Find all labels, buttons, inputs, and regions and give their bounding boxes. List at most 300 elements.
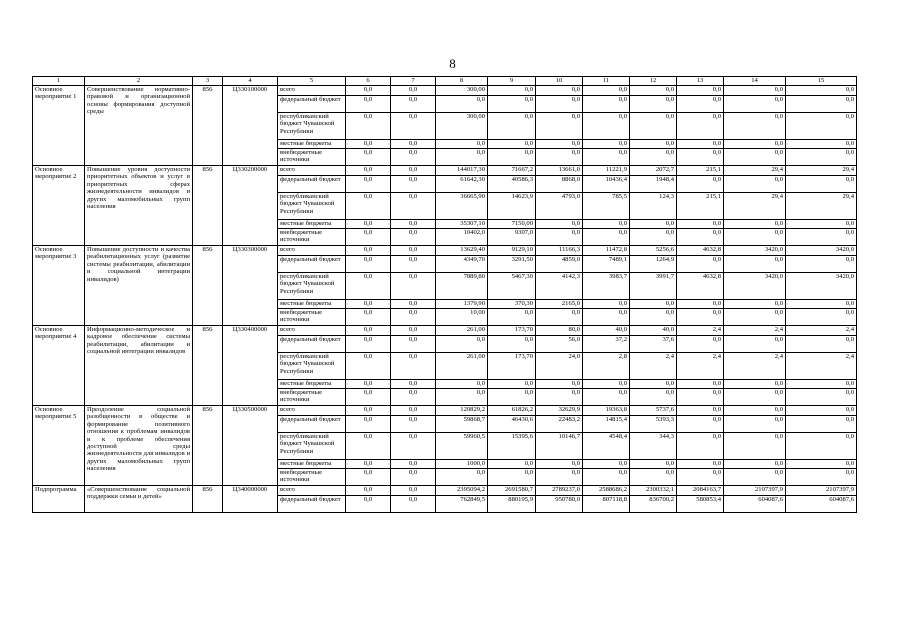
value-cell: 0,0 xyxy=(677,469,724,486)
value-cell: 0,0 xyxy=(536,96,583,113)
value-cell: 15395,6 xyxy=(488,433,536,460)
value-cell: 0,0 xyxy=(391,380,436,389)
value-cell: 3420,0 xyxy=(786,246,857,256)
value-cell: 0,0 xyxy=(724,336,786,353)
value-cell: 0,0 xyxy=(724,140,786,149)
measure-name: Повышение уровня доступности приоритетных объектов и услуг в приоритетных сферах жизнедеятельности инвалидов и других маломобильных групп населения xyxy=(85,166,193,246)
value-cell: 0,0 xyxy=(630,380,677,389)
funding-source: республиканский бюджет Чувашской Республики xyxy=(278,433,346,460)
value-cell: 29,4 xyxy=(724,193,786,220)
classification-code: Ц340000000 xyxy=(223,486,278,513)
value-cell: 0,0 xyxy=(391,149,436,166)
value-cell: 4632,8 xyxy=(677,246,724,256)
value-cell: 0,0 xyxy=(346,300,391,309)
value-cell: 0,0 xyxy=(488,460,536,469)
value-cell: 0,0 xyxy=(630,469,677,486)
value-cell: 3420,0 xyxy=(724,273,786,300)
column-header: 3 xyxy=(193,77,223,86)
value-cell: 0,0 xyxy=(786,113,857,140)
value-cell: 0,0 xyxy=(391,309,436,326)
value-cell: 0,0 xyxy=(583,469,630,486)
value-cell: 0,0 xyxy=(677,336,724,353)
classification-code: Ц330100000 xyxy=(223,86,278,166)
value-cell: 40,0 xyxy=(583,326,630,336)
value-cell: 0,0 xyxy=(391,273,436,300)
value-cell: 4793,0 xyxy=(536,193,583,220)
value-cell: 0,0 xyxy=(677,389,724,406)
classification-code: Ц330200000 xyxy=(223,166,278,246)
value-cell: 807118,8 xyxy=(583,496,630,513)
value-cell: 0,0 xyxy=(536,309,583,326)
value-cell: 29,4 xyxy=(724,166,786,176)
value-cell: 4142,3 xyxy=(536,273,583,300)
value-cell: 37,6 xyxy=(630,336,677,353)
value-cell: 0,0 xyxy=(677,406,724,416)
value-cell: 0,0 xyxy=(391,96,436,113)
funding-source: федеральный бюджет xyxy=(278,416,346,433)
value-cell: 124,3 xyxy=(630,193,677,220)
value-cell: 0,0 xyxy=(391,166,436,176)
value-cell: 59868,7 xyxy=(436,416,488,433)
value-cell: 0,0 xyxy=(536,86,583,96)
value-cell: 0,0 xyxy=(677,433,724,460)
value-cell: 0,0 xyxy=(391,229,436,246)
classification-code: Ц330300000 xyxy=(223,246,278,326)
value-cell: 0,0 xyxy=(630,389,677,406)
column-header: 11 xyxy=(583,77,630,86)
value-cell: 3291,50 xyxy=(488,256,536,273)
value-cell: 0,0 xyxy=(630,309,677,326)
value-cell: 2165,0 xyxy=(536,300,583,309)
column-header: 15 xyxy=(786,77,857,86)
value-cell: 0,0 xyxy=(583,389,630,406)
value-cell: 0,0 xyxy=(391,176,436,193)
funding-source: всего xyxy=(278,326,346,336)
column-header: 14 xyxy=(724,77,786,86)
value-cell: 61826,2 xyxy=(488,406,536,416)
value-cell: 0,0 xyxy=(724,96,786,113)
value-cell: 120829,2 xyxy=(436,406,488,416)
value-cell: 0,0 xyxy=(583,300,630,309)
value-cell: 0,0 xyxy=(488,336,536,353)
column-header: 4 xyxy=(223,77,278,86)
value-cell: 8868,0 xyxy=(536,176,583,193)
grbs-code: 856 xyxy=(193,326,223,406)
value-cell: 0,0 xyxy=(677,113,724,140)
value-cell: 1000,0 xyxy=(436,460,488,469)
value-cell: 0,0 xyxy=(536,113,583,140)
value-cell: 0,0 xyxy=(583,96,630,113)
measure-type: Основное мероприятие 2 xyxy=(33,166,85,246)
column-header: 10 xyxy=(536,77,583,86)
value-cell: 0,0 xyxy=(346,176,391,193)
page-number: 8 xyxy=(449,56,456,71)
column-header: 12 xyxy=(630,77,677,86)
value-cell: 2,4 xyxy=(786,326,857,336)
value-cell: 1948,4 xyxy=(630,176,677,193)
value-cell: 0,0 xyxy=(724,176,786,193)
value-cell: 0,0 xyxy=(346,273,391,300)
funding-source: федеральный бюджет xyxy=(278,336,346,353)
value-cell: 80,0 xyxy=(536,326,583,336)
value-cell: 0,0 xyxy=(786,140,857,149)
value-cell: 0,0 xyxy=(724,220,786,229)
value-cell: 604087,6 xyxy=(786,496,857,513)
value-cell: 0,0 xyxy=(724,113,786,140)
grbs-code: 856 xyxy=(193,246,223,326)
value-cell: 0,0 xyxy=(536,220,583,229)
value-cell: 0,0 xyxy=(583,220,630,229)
value-cell: 36665,90 xyxy=(436,193,488,220)
value-cell: 0,0 xyxy=(583,149,630,166)
value-cell: 0,0 xyxy=(724,86,786,96)
value-cell: 580853,4 xyxy=(677,496,724,513)
value-cell: 0,0 xyxy=(786,460,857,469)
value-cell: 7150,00 xyxy=(488,220,536,229)
value-cell: 762849,5 xyxy=(436,496,488,513)
value-cell: 215,1 xyxy=(677,193,724,220)
value-cell: 0,0 xyxy=(346,460,391,469)
value-cell: 5393,3 xyxy=(630,416,677,433)
value-cell: 0,0 xyxy=(436,336,488,353)
value-cell: 0,0 xyxy=(391,460,436,469)
funding-source: федеральный бюджет xyxy=(278,176,346,193)
value-cell: 0,0 xyxy=(346,380,391,389)
value-cell: 0,0 xyxy=(786,229,857,246)
value-cell: 0,0 xyxy=(536,460,583,469)
value-cell: 3991,7 xyxy=(630,273,677,300)
value-cell: 0,0 xyxy=(536,140,583,149)
funding-source: республиканский бюджет Чувашской Республики xyxy=(278,113,346,140)
measure-type: Подпрограмма xyxy=(33,486,85,513)
value-cell: 0,0 xyxy=(488,96,536,113)
value-cell: 0,0 xyxy=(786,309,857,326)
value-cell: 0,0 xyxy=(391,193,436,220)
value-cell: 0,0 xyxy=(346,496,391,513)
value-cell: 0,0 xyxy=(583,229,630,246)
value-cell: 0,0 xyxy=(724,300,786,309)
value-cell: 0,0 xyxy=(346,166,391,176)
value-cell: 0,0 xyxy=(488,113,536,140)
value-cell: 0,0 xyxy=(436,389,488,406)
value-cell: 0,0 xyxy=(346,149,391,166)
value-cell: 0,0 xyxy=(488,140,536,149)
value-cell: 215,1 xyxy=(677,166,724,176)
value-cell: 0,0 xyxy=(346,353,391,380)
value-cell: 1264,9 xyxy=(630,256,677,273)
grbs-code: 856 xyxy=(193,406,223,486)
value-cell: 0,0 xyxy=(391,113,436,140)
value-cell: 0,0 xyxy=(786,416,857,433)
value-cell: 56,0 xyxy=(536,336,583,353)
table-row xyxy=(33,86,857,96)
value-cell: 2395094,2 xyxy=(436,486,488,496)
column-header: 1 xyxy=(33,77,85,86)
table-row xyxy=(33,166,857,176)
header-row xyxy=(33,77,857,86)
value-cell: 370,30 xyxy=(488,300,536,309)
value-cell: 13661,0 xyxy=(536,166,583,176)
column-header: 2 xyxy=(85,77,193,86)
grbs-code: 856 xyxy=(193,86,223,166)
value-cell: 0,0 xyxy=(630,86,677,96)
value-cell: 0,0 xyxy=(391,406,436,416)
value-cell: 0,0 xyxy=(391,86,436,96)
value-cell: 0,0 xyxy=(391,256,436,273)
column-header: 7 xyxy=(391,77,436,86)
table-row xyxy=(33,486,857,496)
table-body xyxy=(33,86,857,513)
value-cell: 0,0 xyxy=(346,486,391,496)
value-cell: 0,0 xyxy=(391,300,436,309)
value-cell: 4349,70 xyxy=(436,256,488,273)
measure-name: Совершенствование нормативно-правовой и организационной основы формирования доступной среды xyxy=(85,86,193,166)
measure-name: «Совершенствование социальной поддержки семьи и детей» xyxy=(85,486,193,513)
value-cell: 37,2 xyxy=(583,336,630,353)
value-cell: 7889,80 xyxy=(436,273,488,300)
value-cell: 3420,0 xyxy=(786,273,857,300)
value-cell: 0,0 xyxy=(677,149,724,166)
classification-code: Ц330500000 xyxy=(223,406,278,486)
value-cell: 0,0 xyxy=(677,380,724,389)
value-cell: 0,0 xyxy=(630,460,677,469)
value-cell: 261,00 xyxy=(436,353,488,380)
value-cell: 0,0 xyxy=(391,246,436,256)
value-cell: 24,0 xyxy=(536,353,583,380)
value-cell: 0,0 xyxy=(724,433,786,460)
funding-source: всего xyxy=(278,246,346,256)
value-cell: 10146,7 xyxy=(536,433,583,460)
value-cell: 0,0 xyxy=(346,406,391,416)
table-row xyxy=(33,246,857,256)
value-cell: 0,0 xyxy=(436,469,488,486)
funding-source: республиканский бюджет Чувашской Республики xyxy=(278,193,346,220)
value-cell: 0,0 xyxy=(677,460,724,469)
value-cell: 2,4 xyxy=(724,326,786,336)
value-cell: 0,0 xyxy=(677,416,724,433)
measure-name: Информационно-методическое и кадровое обеспечение системы реабилитации, абилитации и социальной интеграции инвалидов xyxy=(85,326,193,406)
value-cell: 0,0 xyxy=(488,86,536,96)
value-cell: 344,3 xyxy=(630,433,677,460)
value-cell: 0,0 xyxy=(786,336,857,353)
funding-source: внебюджетные источники xyxy=(278,389,346,406)
value-cell: 4548,4 xyxy=(583,433,630,460)
value-cell: 11472,8 xyxy=(583,246,630,256)
value-cell: 300,00 xyxy=(436,86,488,96)
value-cell: 32629,9 xyxy=(536,406,583,416)
value-cell: 2300332,1 xyxy=(630,486,677,496)
funding-source: местные бюджеты xyxy=(278,380,346,389)
value-cell: 785,5 xyxy=(583,193,630,220)
value-cell: 1379,90 xyxy=(436,300,488,309)
column-header: 13 xyxy=(677,77,724,86)
value-cell: 0,0 xyxy=(536,149,583,166)
value-cell: 2,4 xyxy=(786,353,857,380)
column-header: 8 xyxy=(436,77,488,86)
value-cell: 19363,8 xyxy=(583,406,630,416)
value-cell: 0,0 xyxy=(583,309,630,326)
value-cell: 14815,4 xyxy=(583,416,630,433)
funding-source: всего xyxy=(278,166,346,176)
value-cell: 0,0 xyxy=(583,460,630,469)
value-cell: 0,0 xyxy=(724,229,786,246)
funding-source: местные бюджеты xyxy=(278,300,346,309)
value-cell: 0,0 xyxy=(630,149,677,166)
value-cell: 604087,6 xyxy=(724,496,786,513)
funding-source: местные бюджеты xyxy=(278,140,346,149)
value-cell: 14623,9 xyxy=(488,193,536,220)
value-cell: 0,0 xyxy=(536,380,583,389)
value-cell: 11221,9 xyxy=(583,166,630,176)
value-cell: 46430,6 xyxy=(488,416,536,433)
value-cell: 0,0 xyxy=(677,256,724,273)
value-cell: 2084163,7 xyxy=(677,486,724,496)
measure-type: Основное мероприятие 3 xyxy=(33,246,85,326)
value-cell: 0,0 xyxy=(391,496,436,513)
value-cell: 40586,3 xyxy=(488,176,536,193)
value-cell: 0,0 xyxy=(630,300,677,309)
budget-table xyxy=(32,76,857,513)
value-cell: 0,0 xyxy=(786,389,857,406)
value-cell: 0,0 xyxy=(346,389,391,406)
value-cell: 0,0 xyxy=(391,469,436,486)
value-cell: 0,0 xyxy=(391,353,436,380)
value-cell: 4632,8 xyxy=(677,273,724,300)
value-cell: 11166,3 xyxy=(536,246,583,256)
grbs-code: 856 xyxy=(193,486,223,513)
value-cell: 29,4 xyxy=(786,166,857,176)
value-cell: 0,0 xyxy=(536,389,583,406)
measure-type: Основное мероприятие 1 xyxy=(33,86,85,166)
value-cell: 0,0 xyxy=(346,469,391,486)
value-cell: 0,0 xyxy=(536,469,583,486)
value-cell: 144017,30 xyxy=(436,166,488,176)
value-cell: 9129,10 xyxy=(488,246,536,256)
value-cell: 0,0 xyxy=(630,96,677,113)
value-cell: 0,0 xyxy=(346,193,391,220)
value-cell: 300,00 xyxy=(436,113,488,140)
value-cell: 0,0 xyxy=(786,86,857,96)
value-cell: 4859,0 xyxy=(536,256,583,273)
funding-source: местные бюджеты xyxy=(278,220,346,229)
value-cell: 0,0 xyxy=(677,96,724,113)
value-cell: 0,0 xyxy=(391,486,436,496)
value-cell: 0,0 xyxy=(724,380,786,389)
value-cell: 0,0 xyxy=(786,406,857,416)
value-cell: 0,0 xyxy=(630,113,677,140)
funding-source: всего xyxy=(278,486,346,496)
value-cell: 0,0 xyxy=(346,96,391,113)
funding-source: внебюджетные источники xyxy=(278,469,346,486)
value-cell: 0,0 xyxy=(488,389,536,406)
value-cell: 0,0 xyxy=(488,309,536,326)
value-cell: 0,0 xyxy=(786,220,857,229)
value-cell: 173,70 xyxy=(488,353,536,380)
value-cell: 2,8 xyxy=(583,353,630,380)
value-cell: 0,0 xyxy=(346,86,391,96)
value-cell: 2107397,9 xyxy=(786,486,857,496)
value-cell: 0,0 xyxy=(724,460,786,469)
value-cell: 0,0 xyxy=(346,246,391,256)
value-cell: 2072,7 xyxy=(630,166,677,176)
value-cell: 13629,40 xyxy=(436,246,488,256)
value-cell: 61642,30 xyxy=(436,176,488,193)
value-cell: 0,0 xyxy=(677,140,724,149)
value-cell: 0,0 xyxy=(346,256,391,273)
value-cell: 22483,2 xyxy=(536,416,583,433)
value-cell: 0,0 xyxy=(346,220,391,229)
value-cell: 0,0 xyxy=(786,433,857,460)
grbs-code: 856 xyxy=(193,166,223,246)
value-cell: 0,0 xyxy=(786,96,857,113)
measure-name: Повышение доступности и качества реабилитационных услуг (развитие системы реабилитации, абилитации и социальной интеграции инвалидов) xyxy=(85,246,193,326)
funding-source: республиканский бюджет Чувашской Республики xyxy=(278,273,346,300)
value-cell: 0,0 xyxy=(724,309,786,326)
value-cell: 40,0 xyxy=(630,326,677,336)
value-cell: 0,0 xyxy=(346,309,391,326)
value-cell: 10,00 xyxy=(436,309,488,326)
value-cell: 0,0 xyxy=(724,389,786,406)
value-cell: 3983,7 xyxy=(583,273,630,300)
value-cell: 35307,10 xyxy=(436,220,488,229)
value-cell: 0,0 xyxy=(346,140,391,149)
value-cell: 0,0 xyxy=(786,256,857,273)
value-cell: 0,0 xyxy=(677,229,724,246)
measure-name: Преодоление социальной разобщенности в обществе и формирование позитивного отношения к проблемам инвалидов и к проблеме обеспечения доступной среды жизнедеятельности для инвалидов и других маломобильных групп населения xyxy=(85,406,193,486)
value-cell: 0,0 xyxy=(583,380,630,389)
value-cell: 0,0 xyxy=(391,326,436,336)
value-cell: 0,0 xyxy=(786,149,857,166)
value-cell: 836700,2 xyxy=(630,496,677,513)
funding-source: всего xyxy=(278,406,346,416)
value-cell: 0,0 xyxy=(786,176,857,193)
value-cell: 0,0 xyxy=(677,220,724,229)
funding-source: внебюджетные источники xyxy=(278,309,346,326)
value-cell: 0,0 xyxy=(346,113,391,140)
value-cell: 0,0 xyxy=(391,416,436,433)
measure-type: Основное мероприятие 5 xyxy=(33,406,85,486)
value-cell: 0,0 xyxy=(677,300,724,309)
value-cell: 0,0 xyxy=(583,86,630,96)
value-cell: 0,0 xyxy=(391,336,436,353)
measure-type: Основное мероприятие 4 xyxy=(33,326,85,406)
value-cell: 173,70 xyxy=(488,326,536,336)
funding-source: местные бюджеты xyxy=(278,460,346,469)
value-cell: 0,0 xyxy=(786,300,857,309)
value-cell: 59960,5 xyxy=(436,433,488,460)
funding-source: всего xyxy=(278,86,346,96)
value-cell: 2691580,7 xyxy=(488,486,536,496)
value-cell: 880195,9 xyxy=(488,496,536,513)
funding-source: федеральный бюджет xyxy=(278,496,346,513)
value-cell: 0,0 xyxy=(391,220,436,229)
value-cell: 0,0 xyxy=(724,256,786,273)
value-cell: 3420,0 xyxy=(724,246,786,256)
column-header: 5 xyxy=(278,77,346,86)
value-cell: 0,0 xyxy=(724,149,786,166)
column-header: 6 xyxy=(346,77,391,86)
value-cell: 2,4 xyxy=(630,353,677,380)
value-cell: 0,0 xyxy=(436,96,488,113)
value-cell: 0,0 xyxy=(346,336,391,353)
value-cell: 0,0 xyxy=(488,469,536,486)
value-cell: 10402,0 xyxy=(436,229,488,246)
value-cell: 0,0 xyxy=(583,140,630,149)
value-cell: 5737,6 xyxy=(630,406,677,416)
column-header: 9 xyxy=(488,77,536,86)
value-cell: 7489,1 xyxy=(583,256,630,273)
value-cell: 0,0 xyxy=(630,140,677,149)
